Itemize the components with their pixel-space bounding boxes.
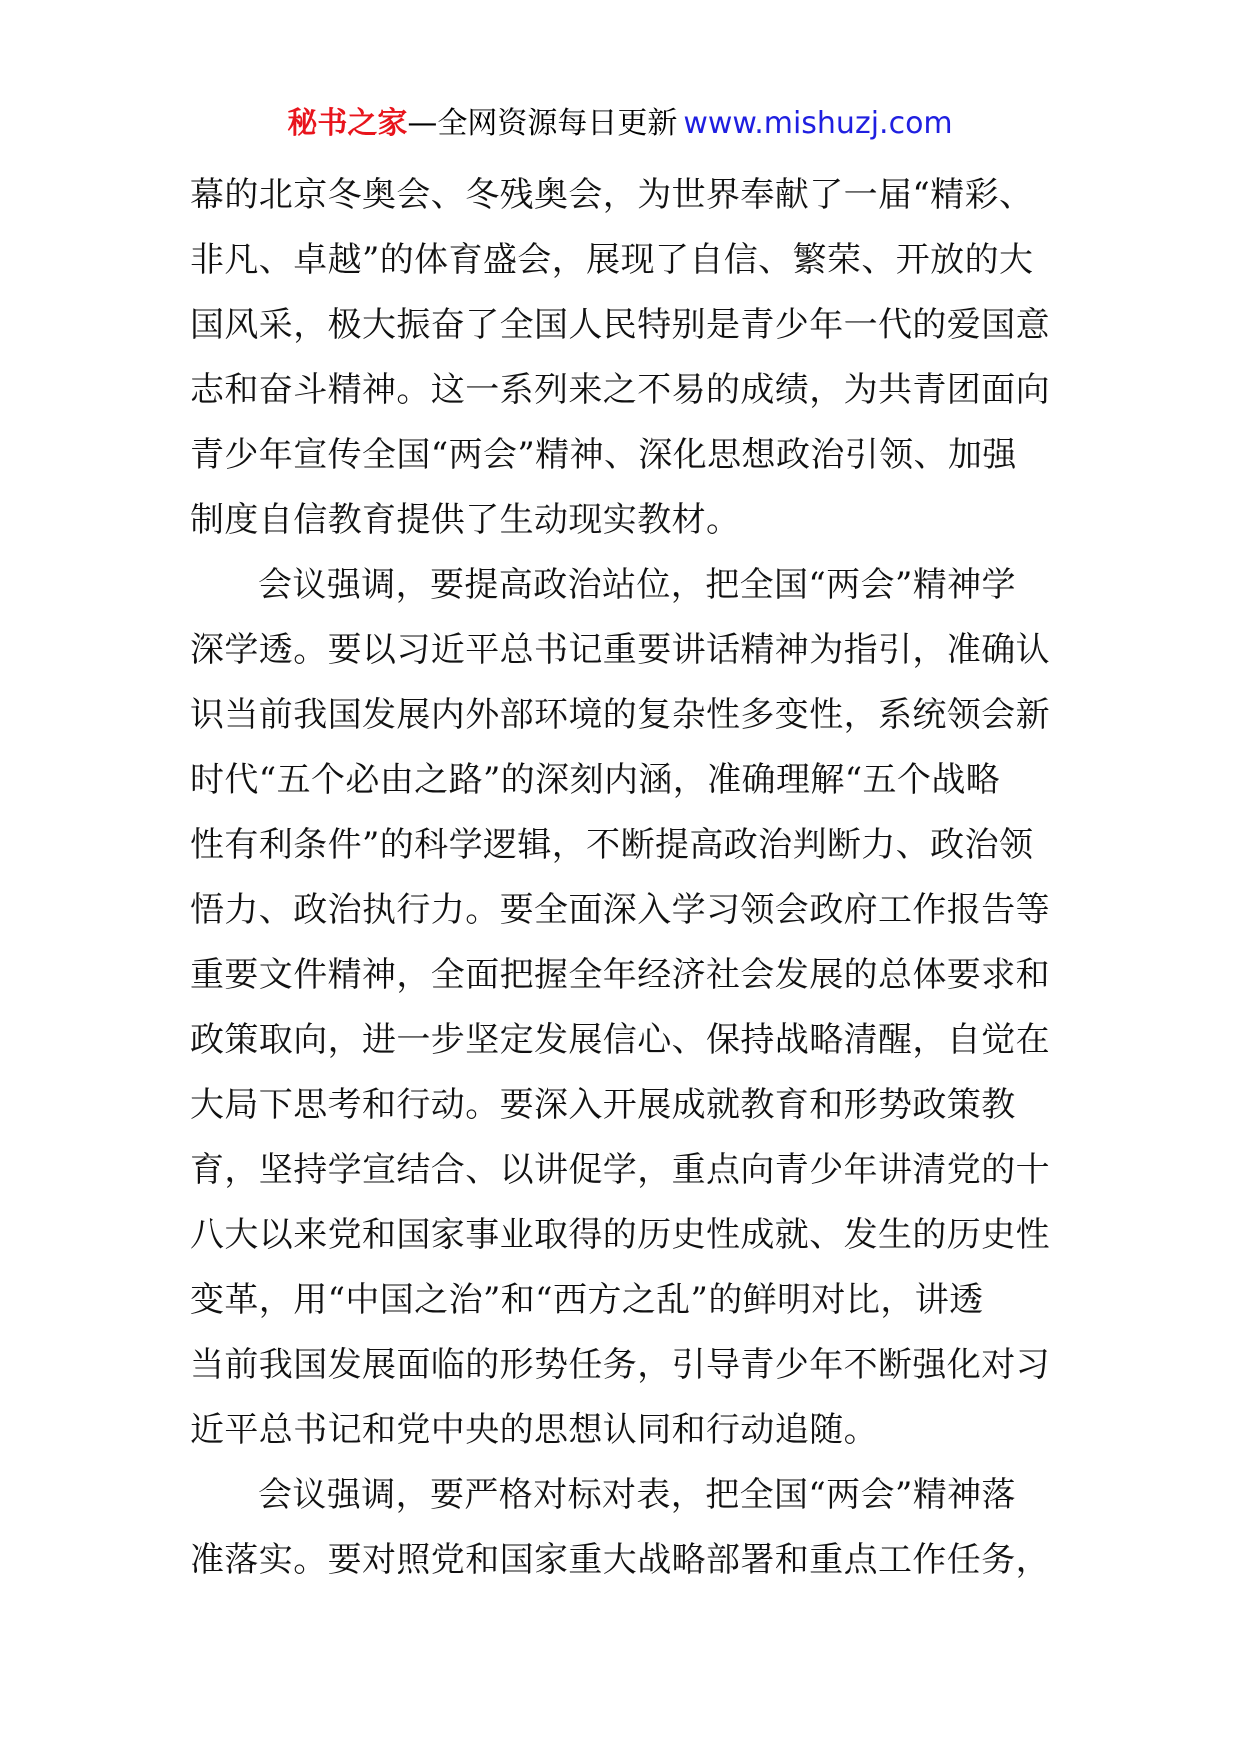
text-line: 大局下思考和行动。要深入开展成就教育和形势政策教 bbox=[190, 1085, 1016, 1125]
text-line: 非凡、卓越”的体育盛会，展现了自信、繁荣、开放的大 bbox=[190, 240, 1034, 280]
text-line: 性有利条件”的科学逻辑，不断提高政治判断力、政治领 bbox=[190, 825, 1034, 865]
text-line: 志和奋斗精神。这一系列来之不易的成绩，为共青团面向 bbox=[190, 370, 1050, 410]
text-line: 政策取向，进一步坚定发展信心、保持战略清醒，自觉在 bbox=[190, 1020, 1050, 1060]
header-tagline: —全网资源每日更新 bbox=[407, 106, 678, 141]
text-line: 国风采，极大振奋了全国人民特别是青少年一代的爱国意 bbox=[190, 305, 1050, 345]
paragraph-first-line: 会议强调，要严格对标对表，把全国“两会”精神落 bbox=[258, 1475, 1016, 1515]
text-line: 时代“五个必由之路”的深刻内涵，准确理解“五个战略 bbox=[190, 760, 1001, 800]
text-line: 幕的北京冬奥会、冬残奥会，为世界奉献了一届“精彩、 bbox=[190, 175, 1034, 215]
site-url-link[interactable]: www.mishuzj.com bbox=[683, 106, 953, 141]
text-line: 青少年宣传全国“两会”精神、深化思想政治引领、加强 bbox=[190, 435, 1017, 475]
page-header bbox=[0, 102, 1240, 146]
text-line: 重要文件精神，全面把握全年经济社会发展的总体要求和 bbox=[190, 955, 1050, 995]
text-line: 育，坚持学宣结合、以讲促学，重点向青少年讲清党的十 bbox=[190, 1150, 1050, 1190]
text-line: 变革，用“中国之治”和“西方之乱”的鲜明对比，讲透 bbox=[190, 1280, 984, 1320]
brand-name: 秘书之家 bbox=[287, 106, 408, 141]
text-line: 识当前我国发展内外部环境的复杂性多变性，系统领会新 bbox=[190, 695, 1050, 735]
document-body bbox=[190, 163, 1060, 1593]
text-line: 当前我国发展面临的形势任务，引导青少年不断强化对习 bbox=[190, 1345, 1050, 1385]
text-line: 近平总书记和党中央的思想认同和行动追随。 bbox=[190, 1410, 878, 1450]
text-line: 八大以来党和国家事业取得的历史性成就、发生的历史性 bbox=[190, 1215, 1050, 1255]
text-line: 准落实。要对照党和国家重大战略部署和重点工作任务， bbox=[190, 1540, 1050, 1580]
text-line: 深学透。要以习近平总书记重要讲话精神为指引，准确认 bbox=[190, 630, 1050, 670]
text-line: 制度自信教育提供了生动现实教材。 bbox=[190, 500, 741, 540]
text-line: 悟力、政治执行力。要全面深入学习领会政府工作报告等 bbox=[190, 890, 1050, 930]
paragraph-first-line: 会议强调，要提高政治站位，把全国“两会”精神学 bbox=[258, 565, 1016, 605]
